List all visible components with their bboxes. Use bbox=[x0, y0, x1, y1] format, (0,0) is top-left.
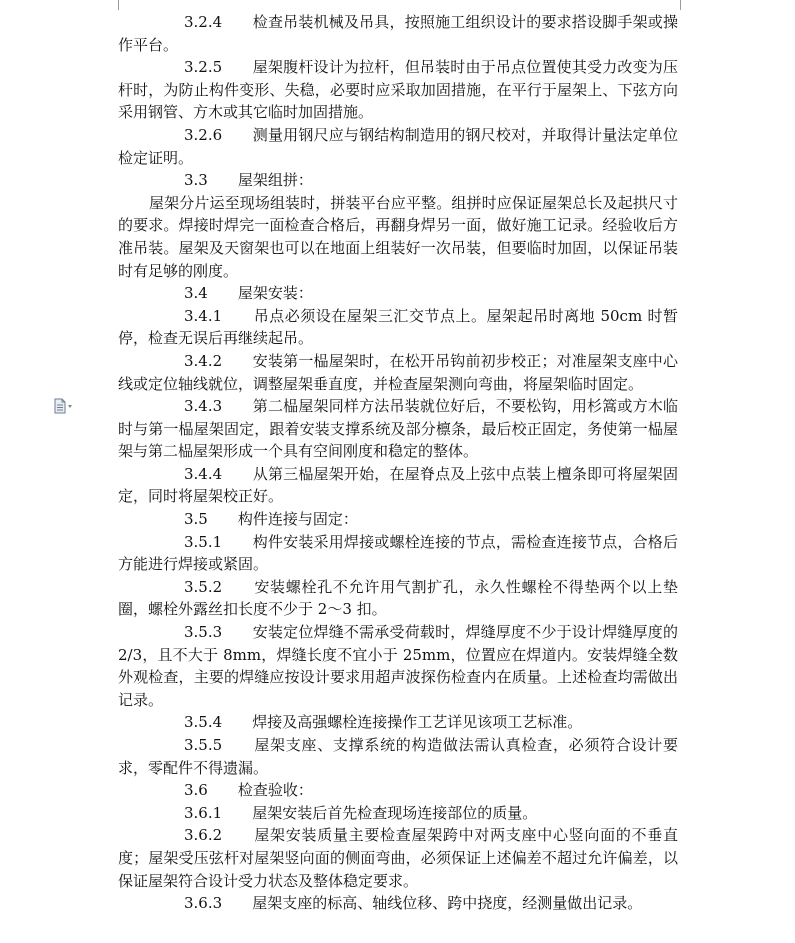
clause-text: 检查吊装机械及吊具，按照施工组织设计的要求搭设脚手架或操作平台。 bbox=[118, 13, 678, 54]
clause-number: 3.5.3 bbox=[184, 623, 223, 642]
section-title: 屋架安装： bbox=[237, 284, 313, 303]
page-margin-mark-right bbox=[680, 0, 681, 10]
item-3-2-4 bbox=[118, 11, 678, 56]
item-3-5-1 bbox=[118, 531, 678, 576]
item-3-5-5 bbox=[118, 734, 678, 779]
section-3-3 bbox=[118, 169, 678, 192]
clause-number: 3.4.1 bbox=[184, 306, 223, 325]
item-3-4-3 bbox=[118, 395, 678, 463]
item-3-5-3 bbox=[118, 621, 678, 711]
section-number: 3.4 bbox=[184, 284, 208, 303]
clause-number: 3.4.4 bbox=[184, 464, 223, 483]
clause-number: 3.6.1 bbox=[184, 803, 223, 822]
item-3-4-2 bbox=[118, 350, 678, 395]
paragraph-text: 屋架分片运至现场组装时，拼装平台应平整。组拼时应保证屋架总长及起拱尺寸的要求。焊接时焊完一面检查合格后，再翻身焊另一面，做好施工记录。经验收后方准吊装。屋架及天窗架也可以在地面上组装好一次吊装，但要临时加固，以保证吊装时有足够的刚度。 bbox=[118, 193, 678, 280]
clause-number: 3.5.5 bbox=[184, 736, 223, 754]
item-3-4-4 bbox=[118, 463, 678, 508]
clause-text: 屋架支座的标高、轴线位移、跨中挠度，经测量做出记录。 bbox=[252, 894, 643, 913]
item-3-5-4 bbox=[118, 711, 678, 734]
clause-text: 安装第一榀屋架时，在松开吊钩前初步校正；对准屋架支座中心线或定位轴线就位，调整屋架垂直度，并检查屋架测向弯曲，将屋架临时固定。 bbox=[118, 351, 678, 393]
clause-text: 构件安装采用焊接或螺栓连接的节点，需检查连接节点，合格后方能进行焊接或紧固。 bbox=[118, 532, 678, 574]
item-3-4-1 bbox=[118, 305, 678, 350]
section-3-4 bbox=[118, 282, 678, 305]
clause-number: 3.2.6 bbox=[184, 125, 223, 144]
clause-text: 屋架腹杆设计为拉杆，但吊装时由于吊点位置使其受力改变为压杆时，为防止构件变形、失稳，必要时应采取加固措施，在平行于屋架上、下弦方向采用钢管、方木或其它临时加固措施。 bbox=[118, 58, 678, 122]
section-3-6 bbox=[118, 779, 678, 802]
section-title: 检查验收： bbox=[237, 781, 313, 800]
section-number: 3.5 bbox=[184, 510, 208, 529]
clause-text: 屋架安装后首先检查现场连接部位的质量。 bbox=[252, 803, 538, 822]
document-body bbox=[118, 11, 678, 915]
clause-text: 吊点必须设在屋架三汇交节点上。屋架起吊时离地 50cm 时暂停，检查无误后再继续起吊。 bbox=[118, 306, 678, 348]
clause-text: 从第三榀屋架开始，在屋脊点及上弦中点装上檀条即可将屋架固定，同时将屋架校正好。 bbox=[118, 464, 678, 506]
clause-text: 焊接及高强螺栓连接操作工艺详见该项工艺标准。 bbox=[252, 713, 583, 732]
clause-number: 3.5.1 bbox=[184, 532, 223, 551]
clause-number: 3.4.3 bbox=[184, 397, 223, 416]
clause-number: 3.5.4 bbox=[184, 713, 223, 732]
clause-text: 屋架安装质量主要检查屋架跨中对两支座中心竖向面的不垂直度；屋架受压弦杆对屋架竖向面的侧面弯曲，必须保证上述偏差不超过允许偏差，以保证屋架符合设计受力状态及整体稳定要求。 bbox=[118, 826, 678, 890]
section-title: 屋架组拼： bbox=[237, 171, 313, 190]
paragraph-assembly bbox=[118, 192, 678, 282]
clause-number: 3.2.4 bbox=[184, 13, 223, 31]
item-3-5-2 bbox=[118, 576, 678, 621]
section-number: 3.3 bbox=[184, 171, 208, 190]
item-3-6-3 bbox=[118, 892, 678, 915]
clause-number: 3.4.2 bbox=[184, 351, 223, 370]
clause-text: 第二榀屋架同样方法吊装就位好后，不要松钩，用杉篙或方木临时与第一榀屋架固定，跟着安装支撑系统及部分檩条，最后校正固定，务使第一榀屋架与第二榀屋架形成一个具有空间刚度和稳定的整体。 bbox=[118, 397, 678, 461]
clause-text: 屋架支座、支撑系统的构造做法需认真检查，必须符合设计要求，零配件不得遗漏。 bbox=[118, 736, 678, 777]
item-3-6-1 bbox=[118, 802, 678, 825]
section-number: 3.6 bbox=[184, 781, 208, 800]
clause-text: 安装螺栓孔不允许用气割扩孔，永久性螺栓不得垫两个以上垫圈，螺栓外露丝扣长度不少于 2～3 扣。 bbox=[118, 577, 678, 619]
section-3-5 bbox=[118, 508, 678, 531]
clause-number: 3.6.2 bbox=[184, 826, 223, 845]
clause-text: 安装定位焊缝不需承受荷载时，焊缝厚度不少于设计焊缝厚度的 2/3，且不大于 8mm，焊缝长度不宜小于 25mm，位置应在焊道内。安装焊缝全数外观检查，主要的焊缝应按设计要求用超声波探伤检查内在质量。上述检查均需做出记录。 bbox=[118, 623, 678, 709]
page-margin-mark-left bbox=[118, 0, 119, 10]
item-3-6-2 bbox=[118, 824, 678, 892]
clause-text: 测量用钢尺应与钢结构制造用的钢尺校对，并取得计量法定单位检定证明。 bbox=[118, 125, 678, 167]
clause-number: 3.5.2 bbox=[184, 577, 223, 596]
clause-number: 3.6.3 bbox=[184, 894, 223, 913]
document-icon[interactable] bbox=[53, 398, 75, 414]
item-3-2-5 bbox=[118, 56, 678, 124]
clause-number: 3.2.5 bbox=[184, 58, 223, 77]
section-title: 构件连接与固定： bbox=[237, 510, 358, 529]
item-3-2-6 bbox=[118, 124, 678, 169]
